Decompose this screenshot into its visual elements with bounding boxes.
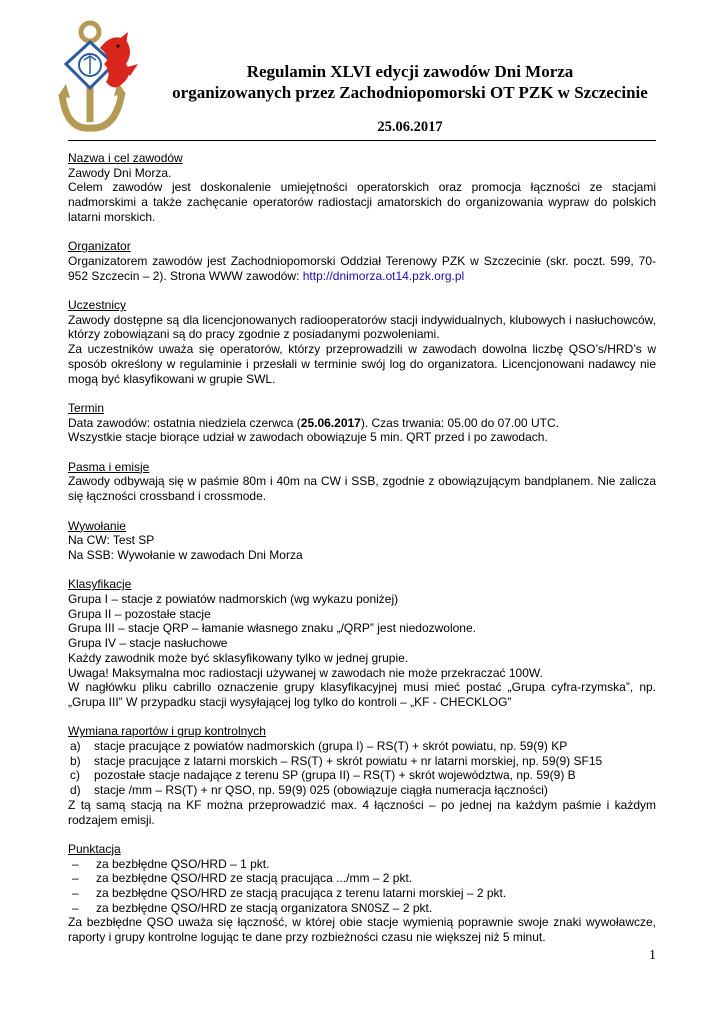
organizer-text: Organizatorem zawodów jest Zachodniopomorski Oddział Terenowy PZK w Szczecinie (skr. poczt. 599, 70-952 Szczecin – 2). Strona WWW zawodów: <box>68 253 656 283</box>
dash-bullet: – <box>72 871 79 886</box>
date-text-pre: Data zawodów: ostatnia niedziela czerwca ( <box>68 415 301 430</box>
list-line: Na CW: Test SP <box>68 533 155 548</box>
section-title: Wywołanie <box>68 518 126 533</box>
header-divider <box>68 140 656 141</box>
section-title: Uczestnicy <box>68 298 127 312</box>
section-title: Wymiana raportów i grup kontrolnych <box>68 724 266 739</box>
paragraph: Zawody odbywają się w paśmie 80m i 40m na CW i SSB, zgodnie z obowiązującym bandplanem. Nie zalicza się łączności crossband i crossmode. <box>68 474 656 504</box>
paragraph: Wszystkie stacje biorące udział w zawodach obowiązuje 5 min. QRT przed i po zawodach. <box>68 430 548 445</box>
list-text: za bezbłędne QSO/HRD ze stacją pracująca z terenu latarni morskiej – 2 pkt. <box>96 886 507 901</box>
section-pasma <box>68 460 656 504</box>
list-label: c) <box>70 768 80 783</box>
document-title-line1: Regulamin XLVI edycji zawodów Dni Morza <box>246 62 574 81</box>
section-wywolanie <box>68 519 656 563</box>
list-label: d) <box>70 783 81 798</box>
paragraph: Za uczestników uważa się operatorów, którzy przeprowadzili w zawodach dowolna liczbę QSO’s/HRD’s w sposób określony w regulaminie i przesłali w terminie swój log do organizatora. Licencjonowani nadawcy nie mogą być klasyfikowani w grupie SWL. <box>68 342 656 386</box>
paragraph <box>68 254 656 283</box>
list-text: stacje pracujące z latarni morskich – RS(T) + skrót powiatu + nr latarni morskiej, np. 59(9) SF15 <box>94 753 603 768</box>
paragraph <box>68 416 656 431</box>
list-line: Grupa II – pozostałe stacje <box>68 606 211 621</box>
list-item <box>68 754 656 769</box>
section-title: Nazwa i cel zawodów <box>68 151 183 165</box>
document-title-line2: organizowanych przez Zachodniopomorski OT PZK w Szczecinie <box>172 83 648 102</box>
list-item <box>68 857 656 872</box>
section-klasyfikacje <box>68 577 656 709</box>
list-line: Każdy zawodnik może być sklasyfikowany tylko w jednej grupie. <box>68 650 409 665</box>
list-line: Grupa III – stacje QRP – łamanie własnego znaku „/QRP” jest niedozwolone. <box>68 621 476 636</box>
list-item <box>68 739 656 754</box>
list-line: Grupa IV – stacje nasłuchowe <box>68 636 228 651</box>
paragraph: Z tą samą stacją na KF można przeprowadzić max. 4 łączności – po jednej na każdym paśmie i każdym rodzajem emisji. <box>68 797 656 827</box>
paragraph: Za bezbłędne QSO uważa się łączność, w której obie stacje wymienią poprawnie swoje znaki wywoławcze, raporty i grupy kontrolne logując te dane przy rozbieżności czasu nie większej niż 5 minut. <box>68 915 656 945</box>
section-uczestnicy <box>68 298 656 386</box>
list-text: stacje /mm – RS(T) + nr QSO, np. 59(9) 025 (obowiązuje ciągła numeracja łączności) <box>94 783 548 798</box>
section-title: Klasyfikacje <box>68 577 132 592</box>
page-number: 1 <box>649 948 656 963</box>
section-title: Termin <box>68 400 105 415</box>
list-item <box>68 783 656 798</box>
date-text-post: ). Czas trwania: 05.00 do 07.00 UTC. <box>360 415 559 430</box>
paragraph: Zawody Dni Morza. <box>68 165 172 180</box>
list-label: a) <box>70 739 81 754</box>
document-body <box>68 151 656 945</box>
list-line: Na SSB: Wywołanie w zawodach Dni Morza <box>68 547 303 562</box>
paragraph: W nagłówku pliku cabrillo oznaczenie grupy klasyfikacyjnej musi mieć postać „Grupa cyfra-rzymska”, np. „Grupa III” W przypadku stacji wysyłającej log tylko do kontroli – „KF - CHECKLOG” <box>68 680 656 709</box>
section-title: Punktacja <box>68 841 121 856</box>
contest-date-bold: 25.06.2017 <box>300 415 361 430</box>
dash-bullet: – <box>72 886 79 901</box>
list-item <box>68 901 656 916</box>
section-title: Pasma i emisje <box>68 459 150 474</box>
document-date: 25.06.2017 <box>377 119 443 135</box>
list-text: za bezbłędne QSO/HRD ze stacją pracująca .../mm – 2 pkt. <box>96 871 413 886</box>
paragraph: Zawody dostępne są dla licencjonowanych radiooperatorów stacji indywidualnych, klubowych i nasłuchowców, którzy zobowiązani są do pracy zgodnie z posiadanymi pozwoleniami. <box>68 312 656 342</box>
list-line: Grupa I – stacje z powiatów nadmorskich (wg wykazu poniżej) <box>68 592 399 606</box>
list-item <box>68 886 656 901</box>
list-text: za bezbłędne QSO/HRD – 1 pkt. <box>96 856 270 871</box>
section-punktacja <box>68 842 656 945</box>
dash-bullet: – <box>72 856 79 871</box>
list-item <box>68 768 656 783</box>
website-link[interactable]: http://dnimorza.ot14.pzk.org.pl <box>302 268 465 283</box>
list-text: za bezbłędne QSO/HRD ze stacją organizatora SN0SZ – 2 pkt. <box>96 900 433 915</box>
list-label: b) <box>70 753 81 768</box>
section-termin <box>68 401 656 445</box>
paragraph: Celem zawodów jest doskonalenie umiejętności operatorskich oraz promocja łączności ze stacjami nadmorskimi a także zachęcanie operatorów radiostacji amatorskich do organizowania wypraw do polskich latarni morskich. <box>68 180 656 224</box>
list-item <box>68 871 656 886</box>
list-line: Uwaga! Maksymalna moc radiostacji używanej w zawodach nie może przekraczać 100W. <box>68 665 543 680</box>
anchor-griffin-logo <box>56 18 140 138</box>
list-text: stacje pracujące z powiatów nadmorskich (grupa I) – RS(T) + skrót powiatu, np. 59(9) KP <box>94 739 568 754</box>
dash-bullet: – <box>72 900 79 915</box>
section-title: Organizator <box>68 239 131 254</box>
section-wymiana <box>68 724 656 827</box>
list-text: pozostałe stacje nadające z terenu SP (grupa II) – RS(T) + skrót województwa, np. 59(9) B <box>94 768 576 783</box>
section-organizator <box>68 239 656 283</box>
section-nazwa <box>68 151 656 225</box>
